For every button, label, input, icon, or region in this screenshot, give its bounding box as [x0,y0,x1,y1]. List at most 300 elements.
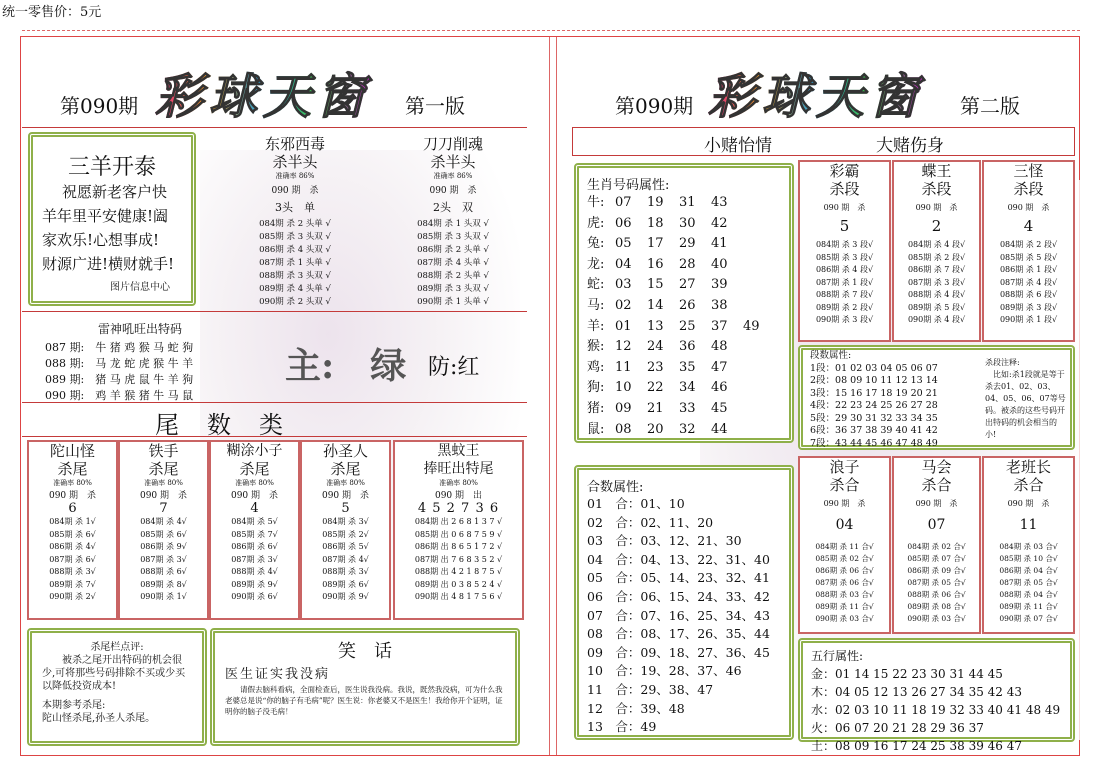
zodiac-number: 07 [615,195,632,210]
history-row: 090期 杀 1 段√ [999,315,1058,324]
he-row: 07 合：07、16、25、34、43 [587,607,770,623]
zodiac-number: 28 [679,256,696,272]
history-row: 087期 杀 4 头单 √ [417,258,489,268]
history-row: 089期 杀 08 合√ [907,602,966,611]
masthead-logo-right: 彩球天窗 [708,58,924,127]
section-rule-3 [22,436,527,437]
zodiac-animal: 鼠: [587,421,605,437]
segment-row: 7段：43 44 45 46 47 48 49 [810,437,938,449]
zodiac-number: 44 [711,421,728,437]
zodiac-animal: 马: [587,297,605,313]
zodiac-number: 09 [615,400,632,416]
he-history [800,541,889,625]
he-row: 03 合：03、12、21、30 [587,533,742,549]
seg-pick: 2 [931,217,942,235]
history-row: 085期 杀 2 段√ [907,252,966,262]
daodao-title: 刀刀削魂 [422,135,483,153]
wuxing-row: 木：04 05 12 13 26 27 34 35 42 43 [811,685,1023,699]
zodiac-number: 36 [679,339,696,355]
zodiac-number [743,234,775,255]
zodiac-number: 26 [679,297,696,313]
history-row: 085期 杀 2√ [322,529,369,539]
zodiac-number: 39 [711,277,728,293]
zodiac-box [574,163,794,443]
history-row: 087期 杀 3√ [231,554,278,564]
zodiac-row [587,420,781,441]
zodiac-animal: 兔: [587,236,605,252]
he-title: 马会 [921,458,952,476]
seg-issue: 090 期 杀 [1007,203,1050,212]
comment-title: 杀尾栏点评: [90,642,144,653]
zodiac-number [743,399,775,420]
history-row: 088期 杀 4 段√ [907,290,966,299]
slogan-bar [572,127,1075,156]
he-row: 02 合：02、11、20 [587,514,714,530]
tail-subtitle: 杀尾 [148,460,179,478]
zodiac-number [743,255,775,276]
history-row: 090期 杀 3 段√ [815,315,874,324]
joke-box [210,628,520,746]
he-issue: 090 期 杀 [915,499,958,508]
zodiac-number: 10 [615,380,632,396]
tail-panel-tuoshan [27,440,118,620]
zodiac-number: 06 [615,215,632,231]
zodiac-animal: 龙: [587,256,605,272]
tail-issue: 090 期 杀 [139,491,188,501]
zodiac-number [743,358,775,379]
edition-left: 第一版 [405,94,465,118]
segment-note [985,357,1067,441]
history-row: 087期 杀 06 合√ [815,578,874,587]
seg-history [800,239,889,327]
zodiac-number: 40 [711,256,728,272]
tail-comment-box [27,628,207,746]
zodiac-title: 生肖号码属性: [587,178,670,193]
history-row: 084期 杀 3√ [322,517,369,526]
daodao-issue: 090 期 杀 [429,186,477,196]
tail-issue: 090 期 杀 [48,491,97,501]
zodiac-number: 29 [679,236,696,252]
tail-history [302,516,389,604]
zodiac-animal: 牛: [587,195,605,210]
zodiac-number: 23 [647,359,664,375]
zodiac-number: 16 [647,256,664,272]
wuxing-row: 火：06 07 20 21 28 29 36 37 [811,721,984,735]
edition-right: 第二版 [960,94,1020,118]
zodiac-number [743,420,775,441]
tail-history [29,516,116,604]
tail-subtitle: 杀尾 [57,460,88,478]
center-divider [549,37,557,755]
greeting-line-4: 财源广进!横财就手! [42,255,175,273]
zodiac-number: 15 [647,277,664,293]
history-row: 084期 杀 02 合√ [907,542,966,551]
zodiac-number [743,337,775,358]
he-row: 05 合：05、14、23、32、41 [587,570,770,586]
he-subtitle: 杀合 [1013,476,1044,494]
he-row: 11 合：29、38、47 [587,681,714,697]
history-row: 084期 杀 5√ [231,517,278,526]
history-row: 085期 杀 3 头双 √ [259,232,331,242]
tail-pick: 4 [250,501,259,516]
wuxing-row: 土：08 09 16 17 24 25 38 39 46 47 [811,739,1023,753]
zodiac-animal: 鸡: [587,359,605,375]
zodiac-number: 31 [679,195,696,210]
history-row: 087期 杀 1 段√ [815,277,874,287]
seg-title: 三怪 [1013,162,1044,180]
history-row: 086期 杀 04 合√ [999,566,1058,575]
tail-history [120,516,207,604]
he-pick: 04 [835,517,854,533]
heiwang-accuracy: 准确率 80% [439,479,478,487]
history-row: 086期 杀 4 段√ [815,265,874,274]
history-row: 088期 杀 3 头双 √ [259,271,331,281]
he-row: 04 合：04、13、22、31、40 [587,551,770,567]
slogan-left: 小赌怡情 [704,136,772,156]
comment-ref-label: 本期参考杀尾: [42,700,106,711]
tail-title: 孙圣人 [322,442,368,460]
tail-panel-hutu [209,440,300,620]
tail-section-title: 尾 数 类 [155,411,285,439]
zodiac-number: 01 [615,318,632,334]
heiwang-panel [393,440,524,620]
zodiac-number: 41 [711,236,728,252]
history-row: 085期 杀 07 合√ [907,554,966,563]
segment-row: 5段：29 30 31 32 33 34 35 [810,412,938,424]
history-row: 084期 杀 1 头双 √ [417,219,489,229]
zodiac-number: 04 [615,256,632,272]
history-row: 087期 杀 1 头单 √ [259,258,331,268]
zodiac-animal: 猪: [587,400,605,416]
tail-pick: 6 [68,501,77,516]
retail-price: 统一零售价：5元 [2,5,102,20]
zodiac-number: 21 [647,400,664,416]
section-rule-2 [22,402,527,403]
history-row: 084期 杀 2 段√ [999,240,1058,249]
zodiac-row [587,337,781,358]
zodiac-number: 35 [679,359,696,375]
history-row: 088期 杀 06 合√ [907,590,966,599]
daodao-history [378,218,528,309]
seg-pick: 5 [839,217,850,235]
zodiac-number: 37 [711,318,728,334]
tail-accuracy: 准确率 80% [144,479,183,487]
history-row: 089期 杀 3 头双 √ [417,284,489,294]
zodiac-number: 05 [615,236,632,252]
greeting-line-1: 祝愿新老客户快 [62,183,168,201]
zodiac-number: 24 [647,339,664,355]
history-row: 090期 杀 2√ [49,592,96,601]
greeting-line-2: 羊年里平安健康!阖 [42,207,169,225]
history-row: 084期 杀 03 合√ [999,542,1058,551]
history-row: 088期 杀 4√ [231,567,278,576]
zodiac-animal: 猴: [587,339,605,355]
tail-accuracy: 准确率 80% [235,479,274,487]
heiwang-issue: 090 期 出 [434,491,483,501]
history-row: 090期 杀 4 段√ [907,315,966,324]
comment-ref: 陀山怪杀尾,孙圣人杀尾。 [42,713,156,724]
zodiac-number: 45 [711,400,728,416]
zodiac-number: 20 [647,421,664,437]
issue-number-left: 第090期 [60,94,139,118]
segment-row: 6段：36 37 38 39 40 41 42 [810,425,938,436]
dongxie-title: 东邪西毒 [264,135,325,153]
heiwang-pick: 4 5 2 7 3 6 [417,501,500,516]
history-row: 090期 杀 03 合√ [907,614,966,623]
segment-note-title: 杀段注释: [985,358,1020,367]
seg-panel-diewang [892,160,981,342]
dongxie-issue: 090 期 杀 [271,186,319,196]
history-row: 089期 杀 6√ [322,579,369,589]
segment-attr-list [810,350,938,450]
zodiac-row [587,234,781,255]
dongxie-accuracy: 准确率 86% [275,172,315,180]
he-row: 08 合：08、17、26、35、44 [587,626,770,642]
slogan-right: 大赌伤身 [876,136,944,156]
seg-pick: 4 [1023,217,1034,235]
zodiac-row [587,214,781,235]
tail-history [211,516,298,604]
joke-title: 笑 话 [338,641,392,662]
zodiac-row [587,317,781,338]
daodao-subtitle: 杀半头 [430,153,476,171]
header-rule-left [22,127,527,128]
history-row: 088期 杀 2 头单 √ [417,271,489,281]
history-row: 087期 杀 05 合√ [999,578,1058,587]
segment-row: 3段：15 16 17 18 19 20 21 [810,387,938,399]
seg-panel-caiba [798,160,891,342]
he-panel-laobanzhang [982,456,1075,634]
history-row: 090期 杀 1 头单 √ [417,297,489,307]
zodiac-row [587,399,781,420]
daodao-pick: 2头 双 [433,201,473,214]
zodiac-number: 25 [679,318,696,334]
history-row: 085期 杀 3 段√ [815,252,874,262]
seg-subtitle: 杀段 [829,180,860,198]
zodiac-number: 14 [647,297,664,313]
daodao-accuracy: 准确率 86% [433,172,473,180]
zodiac-number [743,378,775,399]
history-row: 090期 杀 07 合√ [999,614,1058,623]
history-row: 090期 杀 6√ [231,592,278,601]
zodiac-number: 49 [743,318,760,334]
history-row: 085期 杀 02 合√ [815,554,874,563]
zodiac-number: 02 [615,297,632,313]
zodiac-number: 12 [615,339,632,355]
history-row: 087期 杀 05 合√ [907,578,966,587]
zodiac-number: 34 [679,380,696,396]
issue-number-right: 第090期 [615,94,694,118]
history-row: 086期 杀 5√ [322,542,369,551]
history-row: 087期 杀 6√ [49,554,96,564]
history-row: 089期 杀 8√ [140,579,187,589]
zodiac-row [587,275,781,296]
seg-title: 彩霸 [829,162,860,180]
tail-accuracy: 准确率 80% [326,479,365,487]
he-row: 01 合：01、10 [587,496,685,511]
zodiac-row [587,378,781,399]
tail-panel-tieshou [118,440,209,620]
seg-subtitle: 杀段 [921,180,952,198]
tail-title: 糊涂小子 [226,443,283,459]
zodiac-number [743,275,775,296]
history-row: 084期 杀 4√ [140,517,187,526]
zodiac-row [587,193,781,214]
he-row: 09 合：09、18、27、36、45 [587,644,770,660]
history-row: 087期 出 7 6 8 3 5 2 √ [414,554,503,564]
zodiac-number: 38 [711,297,728,313]
history-row: 089期 杀 11 合√ [999,602,1058,611]
he-history [894,541,979,625]
history-row: 090期 杀 2 头双 √ [259,297,331,307]
history-row: 088期 出 4 2 1 8 7 5 √ [414,567,503,576]
history-row: 085期 杀 6√ [140,529,187,539]
joke-text: 请假去脑科看病，全面检查后，医生说我没病。我说，既然我没病，可为什么我老婆总是说“你的脑子有毛病”呢？医生说：你老婆又不是医生！我给你开个证明，证明你的脑子没毛病！ [225,685,503,716]
history-row: 087期 杀 3 段√ [907,277,966,287]
seg-history [984,239,1073,327]
history-row: 086期 出 8 6 5 1 7 2 √ [414,542,503,551]
seg-panel-sanguai [982,160,1075,342]
zodiac-number: 19 [647,195,664,210]
zodiac-row [587,296,781,317]
history-row: 085期 杀 5 段√ [999,252,1058,262]
history-row: 084期 杀 11 合√ [815,542,874,551]
he-subtitle: 杀合 [829,476,860,494]
he-panel-mahui [892,456,981,634]
backup-color: 防:红 [428,355,480,380]
zodiac-table [587,193,781,440]
dongxie-panel [220,135,370,305]
top-dashed-rule [22,30,1080,31]
he-history [984,541,1073,625]
he-row: 10 合：19、28、37、46 [587,663,742,679]
history-row: 090期 出 4 8 1 7 5 6 √ [414,592,503,601]
zodiac-number: 18 [647,215,664,231]
tail-pick: 5 [341,501,350,516]
wuxing-title: 五行属性: [811,649,864,663]
zodiac-number: 13 [647,318,664,334]
seg-title: 蝶王 [921,162,952,180]
comment-text: 被杀之尾开出特码的机会很少,可将那些号码排除不买或少买以降低投资成本! [42,655,186,692]
seg-issue: 090 期 杀 [915,203,958,212]
history-row: 085期 杀 6√ [49,529,96,539]
segment-attr-title: 段数属性: [810,350,852,361]
segment-row: 1段：01 02 03 04 05 06 07 [810,362,938,374]
history-row: 086期 杀 06 合√ [815,566,874,575]
main-color: 主: 绿 [285,345,407,387]
history-row: 088期 杀 03 合√ [815,590,874,599]
section-rule-1 [22,311,527,312]
history-row: 088期 杀 7 段√ [815,290,874,299]
zodiac-animal: 羊: [587,318,605,334]
he-row: 06 合：06、15、24、33、42 [587,588,770,604]
zodiac-number: 11 [615,359,632,375]
zodiac-animal: 虎: [587,215,605,231]
leishen-row: 088 期: 马 龙 蛇 虎 猴 牛 羊 [45,357,194,370]
history-row: 089期 杀 2 段√ [815,302,874,312]
he-attr-title: 合数属性: [587,480,644,495]
history-row: 087期 杀 4 段√ [999,277,1058,287]
history-row: 084期 杀 3 段√ [815,240,874,249]
segment-note-text: 比如:杀1段就是等于杀去01、02、03、04、05、06、07等号码。被杀的这些号码开出特码的机会相当的小! [985,370,1066,439]
zodiac-number [743,296,775,317]
he-title: 浪子 [829,458,860,476]
history-row: 088期 杀 3√ [49,567,96,576]
history-row: 085期 杀 10 合√ [999,554,1058,563]
he-subtitle: 杀合 [921,476,952,494]
history-row: 088期 杀 04 合√ [999,590,1058,599]
seg-history [894,239,979,327]
history-row: 085期 出 0 6 8 7 5 9 √ [414,529,503,539]
heiwang-subtitle: 捧旺出特尾 [423,461,494,477]
zodiac-number: 33 [679,400,696,416]
tail-title: 铁手 [148,442,179,460]
history-row: 086期 杀 1 段√ [999,265,1058,274]
zodiac-animal: 蛇: [587,277,605,293]
history-row: 089期 杀 5 段√ [907,302,966,312]
zodiac-number: 46 [711,380,728,396]
segment-row: 2段：08 09 10 11 12 13 14 [810,375,938,386]
he-row: 13 合：49 [587,719,657,735]
zodiac-number: 42 [711,215,728,231]
he-title: 老班长 [1005,458,1051,476]
dongxie-pick: 3头 单 [275,201,315,214]
segment-row: 4段：22 23 24 25 26 27 28 [810,400,938,411]
zodiac-row [587,358,781,379]
history-row: 085期 杀 3 头双 √ [417,232,489,242]
zodiac-number: 22 [647,380,664,396]
history-row: 088期 杀 6√ [140,567,187,576]
history-row: 084期 杀 4 段√ [907,240,966,249]
tail-subtitle: 杀尾 [330,460,361,478]
history-row: 089期 杀 3 段√ [999,302,1058,312]
history-row: 090期 杀 03 合√ [815,614,874,623]
history-row: 088期 杀 6 段√ [999,290,1058,299]
history-row: 087期 杀 4√ [322,554,369,564]
seg-subtitle: 杀段 [1013,180,1044,198]
tail-pick: 7 [159,501,168,516]
tail-issue: 090 期 杀 [321,491,370,501]
history-row: 089期 杀 9√ [231,579,278,589]
zodiac-number: 27 [679,277,696,293]
wuxing-box [798,638,1075,753]
seg-issue: 090 期 杀 [823,203,866,212]
leishen-row: 090 期: 鸡 羊 猴 猪 牛 马 鼠 [45,389,194,402]
history-row: 087期 杀 3√ [140,554,187,564]
zodiac-number [743,193,775,214]
history-row: 088期 杀 3√ [322,567,369,576]
history-row: 090期 杀 1√ [140,592,187,601]
tail-panel-sunsheng [300,440,391,620]
history-row: 086期 杀 7 段√ [907,265,966,274]
history-row: 089期 杀 11 合√ [815,602,874,611]
greeting-source: 图片信息中心 [110,282,170,293]
history-row: 086期 杀 2 头单 √ [417,245,489,255]
he-panel-langzi [798,456,891,634]
daodao-panel [378,135,528,305]
history-row: 089期 出 0 3 8 5 2 4 √ [414,579,503,589]
zodiac-number: 32 [679,421,696,437]
history-row: 086期 杀 4√ [49,542,96,551]
heiwang-history [395,516,522,604]
zodiac-number: 17 [647,236,664,252]
history-row: 086期 杀 9√ [140,542,187,551]
zodiac-number [743,214,775,235]
he-issue: 090 期 杀 [823,499,866,508]
zodiac-animal: 狗: [587,380,605,396]
tail-accuracy: 准确率 80% [53,479,92,487]
history-row: 086期 杀 09 合√ [907,566,966,575]
